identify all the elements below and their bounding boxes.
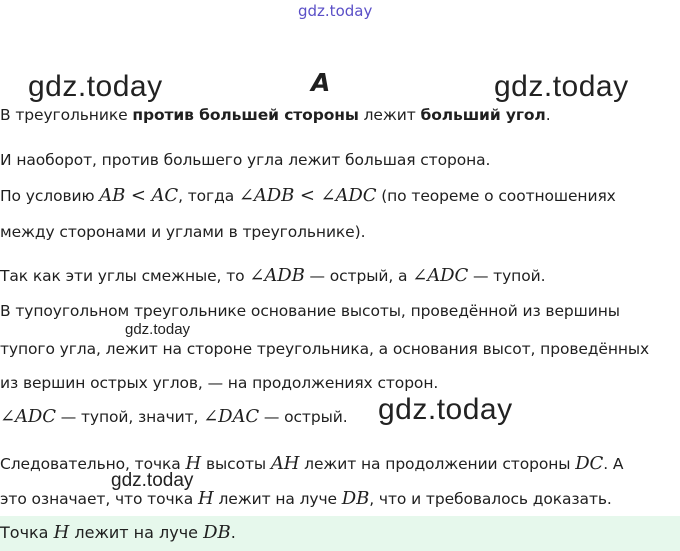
watermark-small-bottom: gdz.today <box>111 470 194 491</box>
text-line-3: По условию AB < AC, тогда ∠ADB < ∠ADC (по теореме о соотношениях <box>0 185 616 206</box>
section-heading: А <box>311 68 331 97</box>
text-line-2: И наоборот, против большего угла лежит большая сторона. <box>0 151 491 169</box>
answer-box <box>0 516 680 551</box>
watermark-small-middle: gdz.today <box>125 321 191 338</box>
watermark-right: gdz.today <box>494 70 629 103</box>
text-line-11: это означает, что точка H лежит на луче DB, что и требовалось доказать. <box>0 488 612 509</box>
watermark-left: gdz.today <box>28 70 163 103</box>
text-line-5: Так как эти углы смежные, то ∠ADB — острый, а ∠ADC — тупой. <box>0 265 546 286</box>
text-line-10: Следовательно, точка H высоты AH лежит на продолжении стороны DC. А <box>0 453 624 474</box>
answer-text: Точка H лежит на луче DB. <box>0 522 236 543</box>
text-line-1: В треугольнике против большей стороны лежит больший угол. <box>0 106 551 124</box>
watermark-big-middle: gdz.today <box>378 393 513 426</box>
text-line-8: из вершин острых углов, — на продолжениях сторон. <box>0 374 439 392</box>
text-line-6: В тупоугольном треугольнике основание высоты, проведённой из вершины <box>0 302 620 320</box>
text-line-7: тупого угла, лежит на стороне треугольника, а основания высот, проведённых <box>0 340 650 358</box>
watermark-top: gdz.today <box>298 2 373 20</box>
text-line-4: между сторонами и углами в треугольнике). <box>0 223 366 241</box>
text-line-9: ∠ADC — тупой, значит, ∠DAC — острый. <box>0 406 348 427</box>
